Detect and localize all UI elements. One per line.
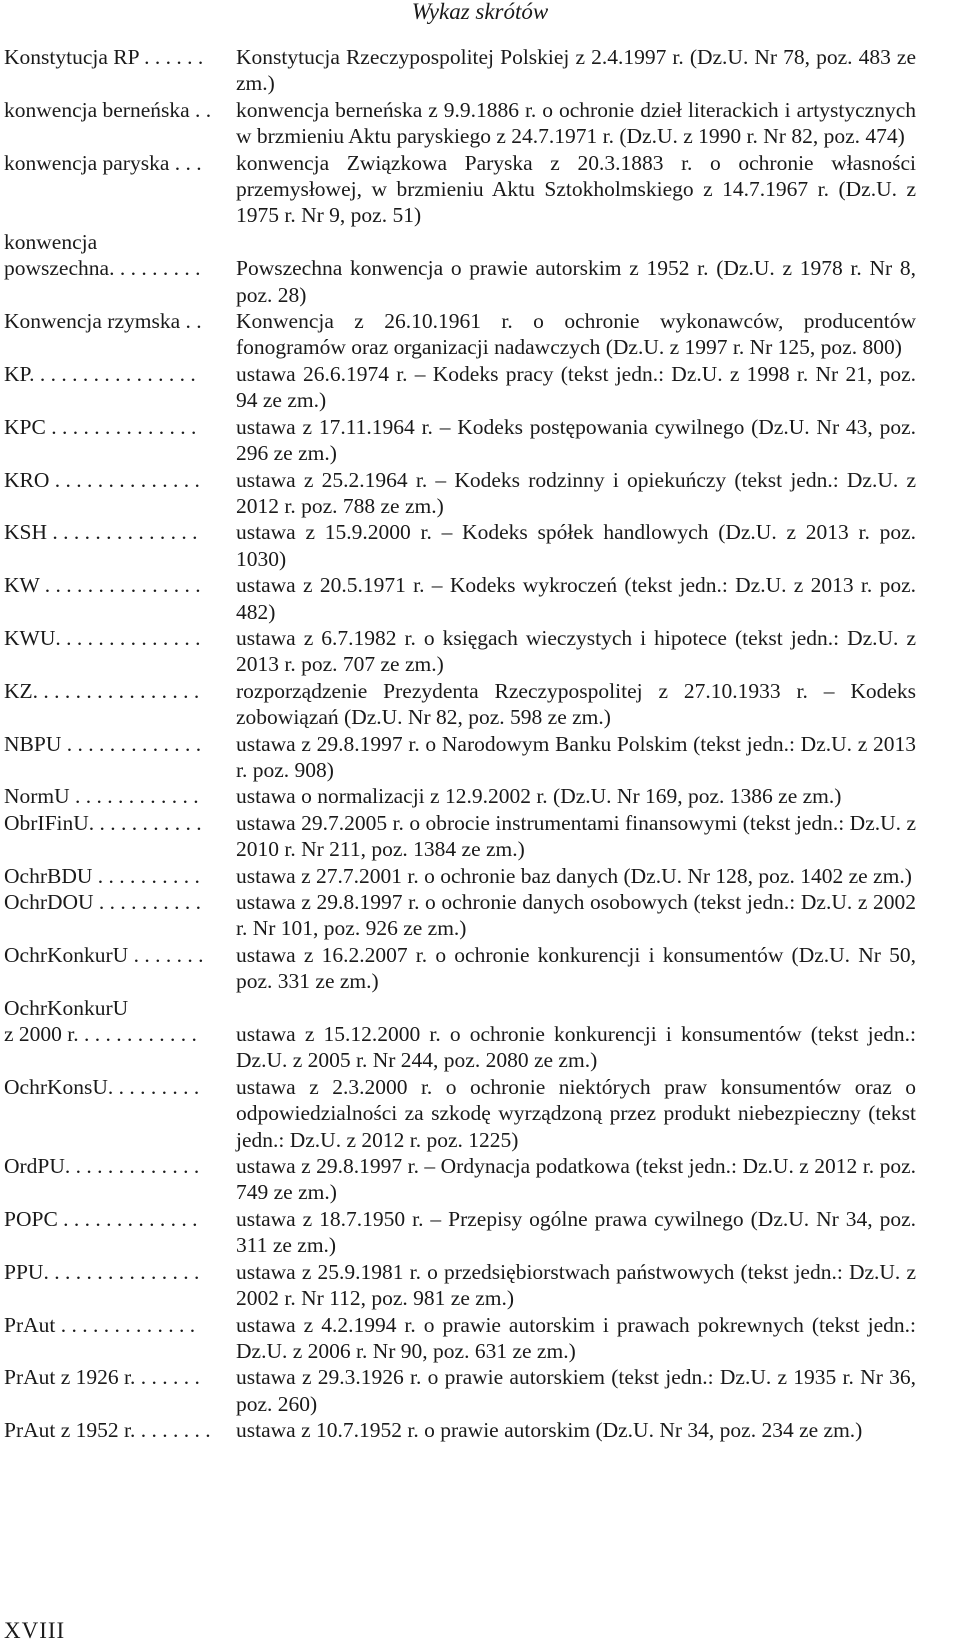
abbreviation-term: KWU. . . . . . . . . . . . . . <box>4 625 201 650</box>
page-number: XVIII <box>4 1618 66 1643</box>
abbreviation-entry <box>4 44 916 97</box>
abbreviation-definition: ustawa z 29.8.1997 r. o Narodowym Banku Polskim (tekst jedn.: Dz.U. z 2013 r. poz. 908) <box>236 731 916 782</box>
abbreviation-definition: ustawa z 29.3.1926 r. o prawie autorskiem (tekst jedn.: Dz.U. z 1935 r. Nr 36, poz. 260) <box>236 1365 916 1416</box>
abbreviation-entry <box>4 1364 916 1417</box>
abbreviation-term: KRO . . . . . . . . . . . . . . <box>4 467 200 492</box>
abbreviation-entry <box>4 229 916 255</box>
abbreviation-entry <box>4 863 916 889</box>
abbreviation-entry <box>4 1312 916 1365</box>
abbreviation-term: OchrKonkurU . . . . . . . <box>4 942 204 967</box>
abbreviation-entry <box>4 783 916 809</box>
abbreviation-term: OrdPU. . . . . . . . . . . . . <box>4 1154 200 1179</box>
abbreviation-entry <box>4 361 916 414</box>
abbreviation-definition: ustawa 29.7.2005 r. o obrocie instrumentami finansowymi (tekst jedn.: Dz.U. z 2010 r. Nr 211, poz. 1384 ze zm.) <box>236 810 916 862</box>
abbreviation-term: POPC . . . . . . . . . . . . . <box>4 1206 198 1231</box>
abbreviation-entry <box>4 414 916 467</box>
page-title: Wykaz skrótów <box>411 0 549 24</box>
abbreviation-term: konwencja berneńska . . <box>4 97 212 122</box>
abbreviation-term: PrAut z 1952 r. . . . . . . . <box>4 1418 211 1443</box>
abbreviation-definition: konwencja berneńska z 9.9.1886 r. o ochronie dzieł literackich i artystycznych w brzmieniu Aktu paryskiego z 24.7.1971 r. (Dz.U. z 1990 r. Nr 82, poz. 474) <box>236 97 916 149</box>
abbreviation-definition: ustawa z 17.11.1964 r. – Kodeks postępowania cywilnego (Dz.U. Nr 43, poz. 296 ze zm.) <box>236 414 916 466</box>
abbreviation-definition: Powszechna konwencja o prawie autorskim z 1952 r. (Dz.U. z 1978 r. Nr 8, poz. 28) <box>236 256 916 307</box>
abbreviation-entry <box>4 150 916 229</box>
abbreviation-entry <box>4 995 916 1021</box>
abbreviation-entry <box>4 1417 916 1443</box>
abbreviation-term: OchrKonkurU <box>4 995 129 1020</box>
abbreviation-term: Konwencja rzymska . . <box>4 309 202 334</box>
abbreviation-entry <box>4 678 916 731</box>
abbreviation-definition: rozporządzenie Prezydenta Rzeczypospolitej z 27.10.1933 r. – Kodeks zobowiązań (Dz.U. Nr 82, poz. 598 ze zm.) <box>236 678 916 730</box>
abbreviation-term: PrAut . . . . . . . . . . . . . <box>4 1312 196 1337</box>
abbreviation-definition <box>236 229 916 255</box>
abbreviation-definition: ustawa z 20.5.1971 r. – Kodeks wykroczeń (tekst jedn.: Dz.U. z 2013 r. poz. 482) <box>236 573 916 624</box>
abbreviation-list <box>4 44 916 1444</box>
abbreviation-definition: ustawa z 6.7.1982 r. o księgach wieczystych i hipotece (tekst jedn.: Dz.U. z 2013 r. poz. 707 ze zm.) <box>236 625 916 677</box>
abbreviation-entry <box>4 97 916 150</box>
abbreviation-term: OchrKonsU. . . . . . . . . <box>4 1074 200 1099</box>
abbreviation-term: KSH . . . . . . . . . . . . . . <box>4 520 198 545</box>
abbreviation-entry <box>4 1206 916 1259</box>
abbreviation-term: Konstytucja RP . . . . . . <box>4 45 204 69</box>
abbreviation-entry <box>4 625 916 678</box>
abbreviation-entry <box>4 1259 916 1312</box>
abbreviation-definition: ustawa z 2.3.2000 r. o ochronie niektórych praw konsumentów oraz o odpowiedzialności za szkodę wyrządzoną przez produkt niebezpieczny (tekst jedn.: Dz.U. z 2012 r. poz. 1225) <box>236 1074 916 1152</box>
abbreviation-term: konwencja <box>4 229 98 254</box>
abbreviation-definition: ustawa 26.6.1974 r. – Kodeks pracy (tekst jedn.: Dz.U. z 1998 r. Nr 21, poz. 94 ze zm.) <box>236 361 916 413</box>
abbreviation-term: NBPU . . . . . . . . . . . . . <box>4 731 202 756</box>
abbreviation-entry <box>4 731 916 784</box>
abbreviation-definition: ustawa z 29.8.1997 r. o ochronie danych osobowych (tekst jedn.: Dz.U. z 2002 r. Nr 101, poz. 926 ze zm.) <box>236 890 916 941</box>
abbreviation-definition: Konstytucja Rzeczypospolitej Polskiej z 2.4.1997 r. (Dz.U. Nr 78, poz. 483 ze zm.) <box>236 45 916 96</box>
abbreviation-definition: ustawa z 15.12.2000 r. o ochronie konkurencji i konsumentów (tekst jedn.: Dz.U. z 2005 r. Nr 244, poz. 2080 ze zm.) <box>236 1022 916 1073</box>
abbreviation-definition: ustawa z 27.7.2001 r. o ochronie baz danych (Dz.U. Nr 128, poz. 1402 ze zm.) <box>236 863 912 888</box>
abbreviation-definition: ustawa z 15.9.2000 r. – Kodeks spółek handlowych (Dz.U. z 2013 r. poz. 1030) <box>236 520 916 571</box>
abbreviation-definition: ustawa z 18.7.1950 r. – Przepisy ogólne prawa cywilnego (Dz.U. Nr 34, poz. 311 ze zm.) <box>236 1206 916 1258</box>
abbreviation-entry <box>4 467 916 520</box>
abbreviation-term: KZ. . . . . . . . . . . . . . . . <box>4 678 200 703</box>
abbreviation-term: KPC . . . . . . . . . . . . . . <box>4 414 197 439</box>
abbreviation-term: powszechna. . . . . . . . . <box>4 256 201 281</box>
abbreviation-term: PrAut z 1926 r. . . . . . . <box>4 1365 200 1390</box>
abbreviation-definition: ustawa z 25.2.1964 r. – Kodeks rodzinny i opiekuńczy (tekst jedn.: Dz.U. z 2012 r. poz. 788 ze zm.) <box>236 467 916 518</box>
abbreviation-definition: Konwencja z 26.10.1961 r. o ochronie wykonawców, producentów fonogramów oraz organizacji nadawczych (Dz.U. z 1997 r. Nr 125, poz. 800) <box>236 309 916 360</box>
abbreviation-term: NormU . . . . . . . . . . . . <box>4 784 199 809</box>
abbreviation-definition: ustawa z 29.8.1997 r. – Ordynacja podatkowa (tekst jedn.: Dz.U. z 2012 r. poz. 749 ze zm.) <box>236 1154 916 1205</box>
abbreviation-entry <box>4 1153 916 1206</box>
abbreviation-definition: ustawa z 25.9.1981 r. o przedsiębiorstwach państwowych (tekst jedn.: Dz.U. z 2002 r. Nr 112, poz. 981 ze zm.) <box>236 1259 916 1311</box>
abbreviation-term: z 2000 r. . . . . . . . . . . . <box>4 1022 197 1047</box>
abbreviation-definition: ustawa z 10.7.1952 r. o prawie autorskim (Dz.U. Nr 34, poz. 234 ze zm.) <box>236 1418 863 1443</box>
abbreviation-entry <box>4 1021 916 1074</box>
abbreviation-entry <box>4 889 916 942</box>
abbreviation-entry <box>4 572 916 625</box>
abbreviation-definition: ustawa z 16.2.2007 r. o ochronie konkurencji i konsumentów (Dz.U. Nr 50, poz. 331 ze zm.) <box>236 942 916 994</box>
abbreviation-entry <box>4 519 916 572</box>
abbreviation-term: OchrDOU . . . . . . . . . . <box>4 890 202 914</box>
abbreviation-definition: ustawa o normalizacji z 12.9.2002 r. (Dz.U. Nr 169, poz. 1386 ze zm.) <box>236 784 842 809</box>
abbreviation-definition <box>236 995 916 1021</box>
abbreviation-entry <box>4 255 916 308</box>
abbreviation-term: KW . . . . . . . . . . . . . . . <box>4 573 201 598</box>
abbreviation-definition: konwencja Związkowa Paryska z 20.3.1883 r. o ochronie własności przemysłowej, w brzmieniu Aktu Sztokholmskiego z 14.7.1967 r. (Dz.U. z 1975 r. Nr 9, poz. 51) <box>236 150 916 228</box>
abbreviation-term: ObrIFinU. . . . . . . . . . . <box>4 810 202 835</box>
abbreviation-term: PPU. . . . . . . . . . . . . . . <box>4 1259 200 1284</box>
abbreviation-entry <box>4 1074 916 1153</box>
abbreviation-entry <box>4 308 916 361</box>
abbreviation-definition: ustawa z 4.2.1994 r. o prawie autorskim i prawach pokrewnych (tekst jedn.: Dz.U. z 2006 r. Nr 90, poz. 631 ze zm.) <box>236 1312 916 1363</box>
abbreviation-entry <box>4 942 916 995</box>
abbreviation-term: konwencja paryska . . . <box>4 150 202 175</box>
abbreviation-term: OchrBDU . . . . . . . . . . <box>4 863 200 888</box>
abbreviation-term: KP. . . . . . . . . . . . . . . . <box>4 361 196 386</box>
abbreviation-entry <box>4 810 916 863</box>
